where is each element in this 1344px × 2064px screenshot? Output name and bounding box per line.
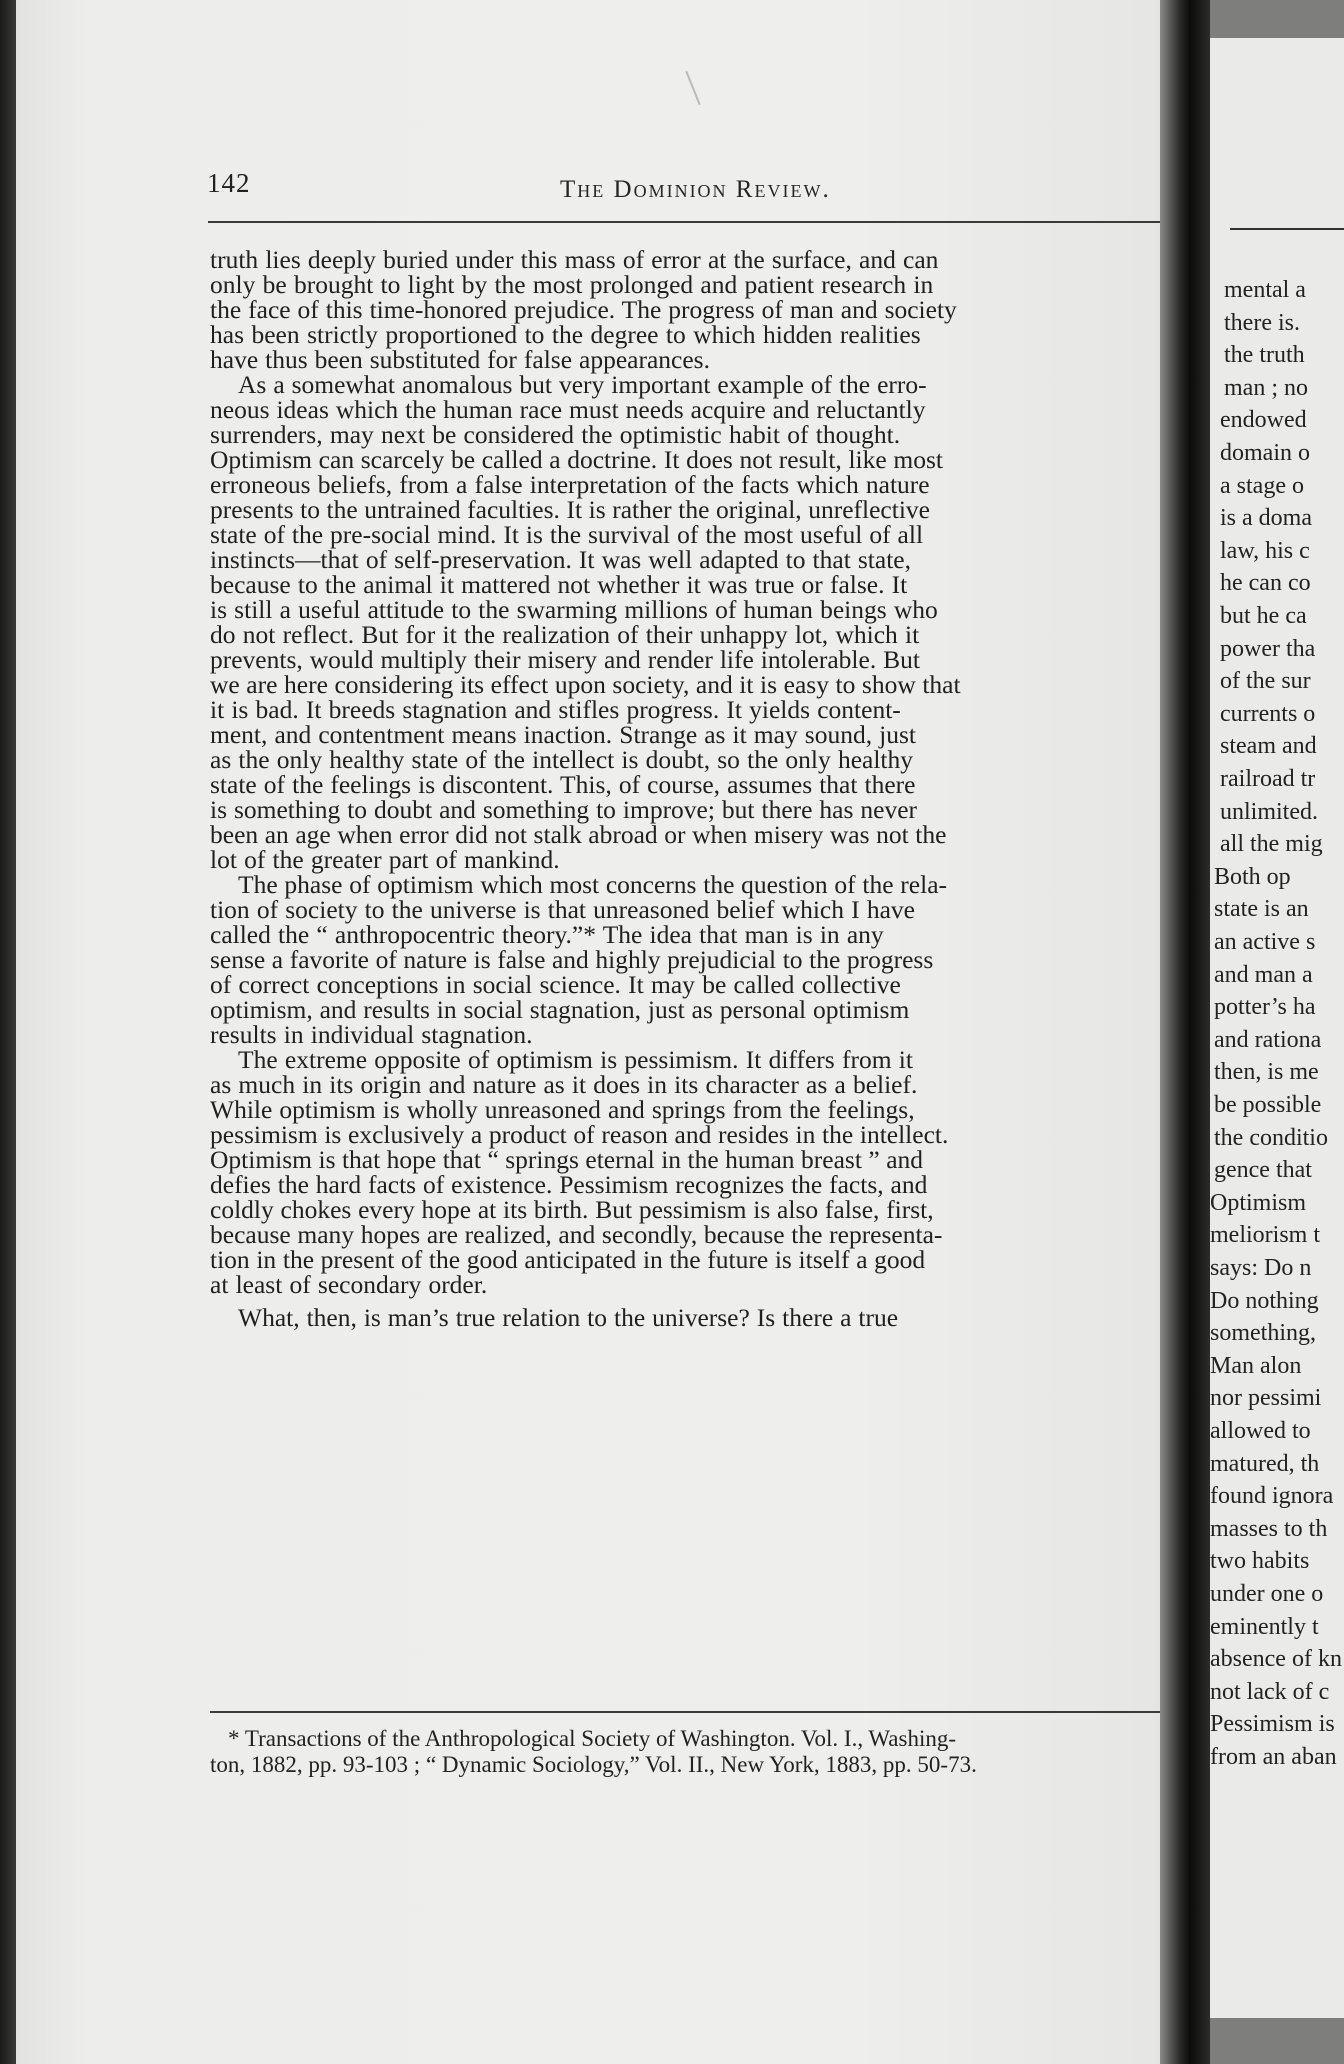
facing-page-line: masses to th bbox=[1210, 1515, 1328, 1542]
facing-page-line: he can co bbox=[1220, 570, 1311, 597]
text-line: presents to the untrained faculties. It is rather the original, unreflective bbox=[210, 495, 930, 524]
facing-page-line: currents o bbox=[1220, 700, 1316, 727]
text-line: surrenders, may next be considered the optimistic habit of thought. bbox=[210, 420, 901, 449]
text-line: erroneous beliefs, from a false interpretation of the facts which nature bbox=[210, 470, 930, 499]
facing-page-line: steam and bbox=[1220, 733, 1317, 760]
facing-page-line: of the sur bbox=[1220, 668, 1311, 695]
text-line: been an age when error did not stalk abroad or when misery was not the bbox=[210, 820, 947, 849]
facing-page-line: under one o bbox=[1210, 1581, 1324, 1607]
text-line: because many hopes are realized, and secondly, because the representa- bbox=[210, 1220, 943, 1249]
header-rule bbox=[208, 221, 1193, 223]
facing-page-line: nor pessimi bbox=[1210, 1385, 1322, 1412]
text-line: tion of society to the universe is that unreasoned belief which I have bbox=[210, 895, 915, 924]
facing-page-line: mental a bbox=[1224, 277, 1306, 303]
text-line: prevents, would multiply their misery and render life intolerable. But bbox=[210, 645, 921, 674]
facing-page-line: and man a bbox=[1214, 961, 1313, 988]
facing-page-line: then, is me bbox=[1214, 1059, 1319, 1086]
facing-page-line: from an aban bbox=[1210, 1744, 1337, 1770]
facing-page-line: there is. bbox=[1224, 309, 1300, 336]
text-line: is still a useful attitude to the swarming millions of human beings who bbox=[210, 595, 938, 624]
facing-page-line: Both op bbox=[1214, 863, 1291, 890]
text-line: instincts—that of self-preservation. It was well adapted to that state, bbox=[210, 545, 911, 574]
page-number: 142 bbox=[207, 168, 251, 198]
text-line: because to the animal it mattered not whether it was true or false. It bbox=[210, 570, 908, 599]
facing-page-line: found ignora bbox=[1210, 1483, 1334, 1510]
running-head: The Dominion Review. bbox=[560, 176, 831, 203]
facing-page-line: is a doma bbox=[1220, 505, 1312, 532]
text-line: results in individual stagnation. bbox=[210, 1020, 533, 1049]
facing-page-line: domain o bbox=[1220, 440, 1310, 466]
text-line: sense a favorite of nature is false and highly prejudicial to the progress bbox=[210, 945, 934, 974]
facing-page-line: and rationa bbox=[1214, 1026, 1322, 1053]
text-line: only be brought to light by the most prolonged and patient research in bbox=[210, 270, 934, 299]
text-line: What, then, is man’s true relation to the universe? Is there a true bbox=[238, 1303, 899, 1332]
book-gutter bbox=[1160, 0, 1210, 2064]
text-line: of correct conceptions in social science. It may be called collective bbox=[210, 970, 901, 999]
facing-page-line: an active s bbox=[1214, 929, 1316, 955]
text-line: the face of this time-honored prejudice. The progress of man and society bbox=[210, 295, 957, 324]
text-line: pessimism is exclusively a product of reason and resides in the intellect. bbox=[210, 1120, 949, 1149]
text-line: state of the pre-social mind. It is the survival of the most useful of all bbox=[210, 520, 924, 549]
text-line: as much in its origin and nature as it does in its character as a belief. bbox=[210, 1070, 918, 1099]
facing-page-line: not lack of c bbox=[1210, 1678, 1330, 1705]
text-line: at least of secondary order. bbox=[210, 1270, 488, 1299]
facing-page-line: matured, th bbox=[1210, 1450, 1320, 1477]
facing-page-line: meliorism t bbox=[1210, 1222, 1320, 1249]
text-line: have thus been substituted for false appearances. bbox=[210, 345, 710, 374]
facing-page-line: eminently t bbox=[1210, 1613, 1319, 1640]
text-line: do not reflect. But for it the realization of their unhappy lot, which it bbox=[210, 620, 920, 649]
text-line: truth lies deeply buried under this mass of error at the surface, and can bbox=[210, 245, 939, 274]
facing-page-line: endowed bbox=[1220, 407, 1307, 434]
text-line: The extreme opposite of optimism is pessimism. It differs from it bbox=[238, 1045, 913, 1074]
text-line: it is bad. It breeds stagnation and stifles progress. It yields content- bbox=[210, 695, 901, 724]
facing-page-line: but he ca bbox=[1220, 603, 1307, 629]
facing-page-line: gence that bbox=[1214, 1157, 1312, 1184]
text-line: coldly chokes every hope at its birth. But pessimism is also false, first, bbox=[210, 1195, 934, 1224]
facing-page-line: Pessimism is bbox=[1210, 1711, 1335, 1738]
text-line: Optimism can scarcely be called a doctrine. It does not result, like most bbox=[210, 445, 943, 474]
facing-page-line: potter’s ha bbox=[1214, 994, 1316, 1021]
facing-page-line: something, bbox=[1210, 1320, 1316, 1347]
text-line: As a somewhat anomalous but very important example of the erro- bbox=[238, 370, 927, 399]
facing-page-line: Optimism bbox=[1210, 1189, 1307, 1216]
book-binding-edge bbox=[0, 0, 16, 2064]
text-line: called the “ anthropocentric theory.”* The idea that man is in any bbox=[210, 920, 884, 949]
facing-page-rule bbox=[1230, 228, 1344, 230]
text-line: is something to doubt and something to improve; but there has never bbox=[210, 795, 918, 824]
text-line: The phase of optimism which most concerns the question of the rela- bbox=[238, 870, 948, 899]
facing-page-line: Do nothing bbox=[1210, 1287, 1319, 1314]
text-line: Optimism is that hope that “ springs eternal in the human breast ” and bbox=[210, 1145, 924, 1174]
text-line: has been strictly proportioned to the degree to which hidden realities bbox=[210, 320, 921, 349]
facing-page-line: power tha bbox=[1220, 635, 1316, 662]
facing-page-line: two habits bbox=[1210, 1548, 1310, 1575]
footnote-line: ton, 1882, pp. 93-103 ; “ Dynamic Sociology,” Vol. II., New York, 1883, pp. 50-73. bbox=[210, 1752, 977, 1777]
facing-page-line: Man alon bbox=[1210, 1352, 1302, 1379]
text-line: neous ideas which the human race must needs acquire and reluctantly bbox=[210, 395, 926, 424]
footnote-line: * Transactions of the Anthropological Society of Washington. Vol. I., Washing- bbox=[228, 1726, 957, 1751]
facing-page-line: be possible bbox=[1214, 1092, 1322, 1118]
facing-page-line: the conditio bbox=[1214, 1124, 1328, 1151]
paper-mark bbox=[685, 71, 700, 105]
text-line: While optimism is wholly unreasoned and springs from the feelings, bbox=[210, 1095, 915, 1124]
facing-page-line: the truth bbox=[1224, 342, 1305, 369]
facing-page bbox=[1210, 38, 1344, 2018]
text-line: state of the feelings is discontent. This, of course, assumes that there bbox=[210, 770, 916, 799]
facing-page-line: a stage o bbox=[1220, 472, 1304, 499]
footnote-rule bbox=[210, 1711, 1180, 1713]
text-line: we are here considering its effect upon society, and it is easy to show that bbox=[210, 670, 961, 699]
facing-page-line: absence of kn bbox=[1210, 1646, 1342, 1673]
text-line: tion in the present of the good anticipated in the future is itself a good bbox=[210, 1245, 926, 1274]
text-line: defies the hard facts of existence. Pessimism recognizes the facts, and bbox=[210, 1170, 928, 1199]
facing-page-line: says: Do n bbox=[1210, 1255, 1312, 1281]
text-line: as the only healthy state of the intellect is doubt, so the only healthy bbox=[210, 745, 913, 774]
text-line: ment, and contentment means inaction. Strange as it may sound, just bbox=[210, 720, 916, 749]
text-line: optimism, and results in social stagnation, just as personal optimism bbox=[210, 995, 910, 1024]
facing-page-line: allowed to bbox=[1210, 1418, 1311, 1444]
facing-page-line: man ; no bbox=[1224, 374, 1308, 401]
facing-page-line: unlimited. bbox=[1220, 798, 1318, 825]
text-line: lot of the greater part of mankind. bbox=[210, 845, 560, 874]
facing-page-line: law, his c bbox=[1220, 537, 1310, 564]
facing-page-line: all the mig bbox=[1220, 831, 1323, 858]
facing-page-line: railroad tr bbox=[1220, 766, 1316, 792]
facing-page-line: state is an bbox=[1214, 896, 1309, 923]
